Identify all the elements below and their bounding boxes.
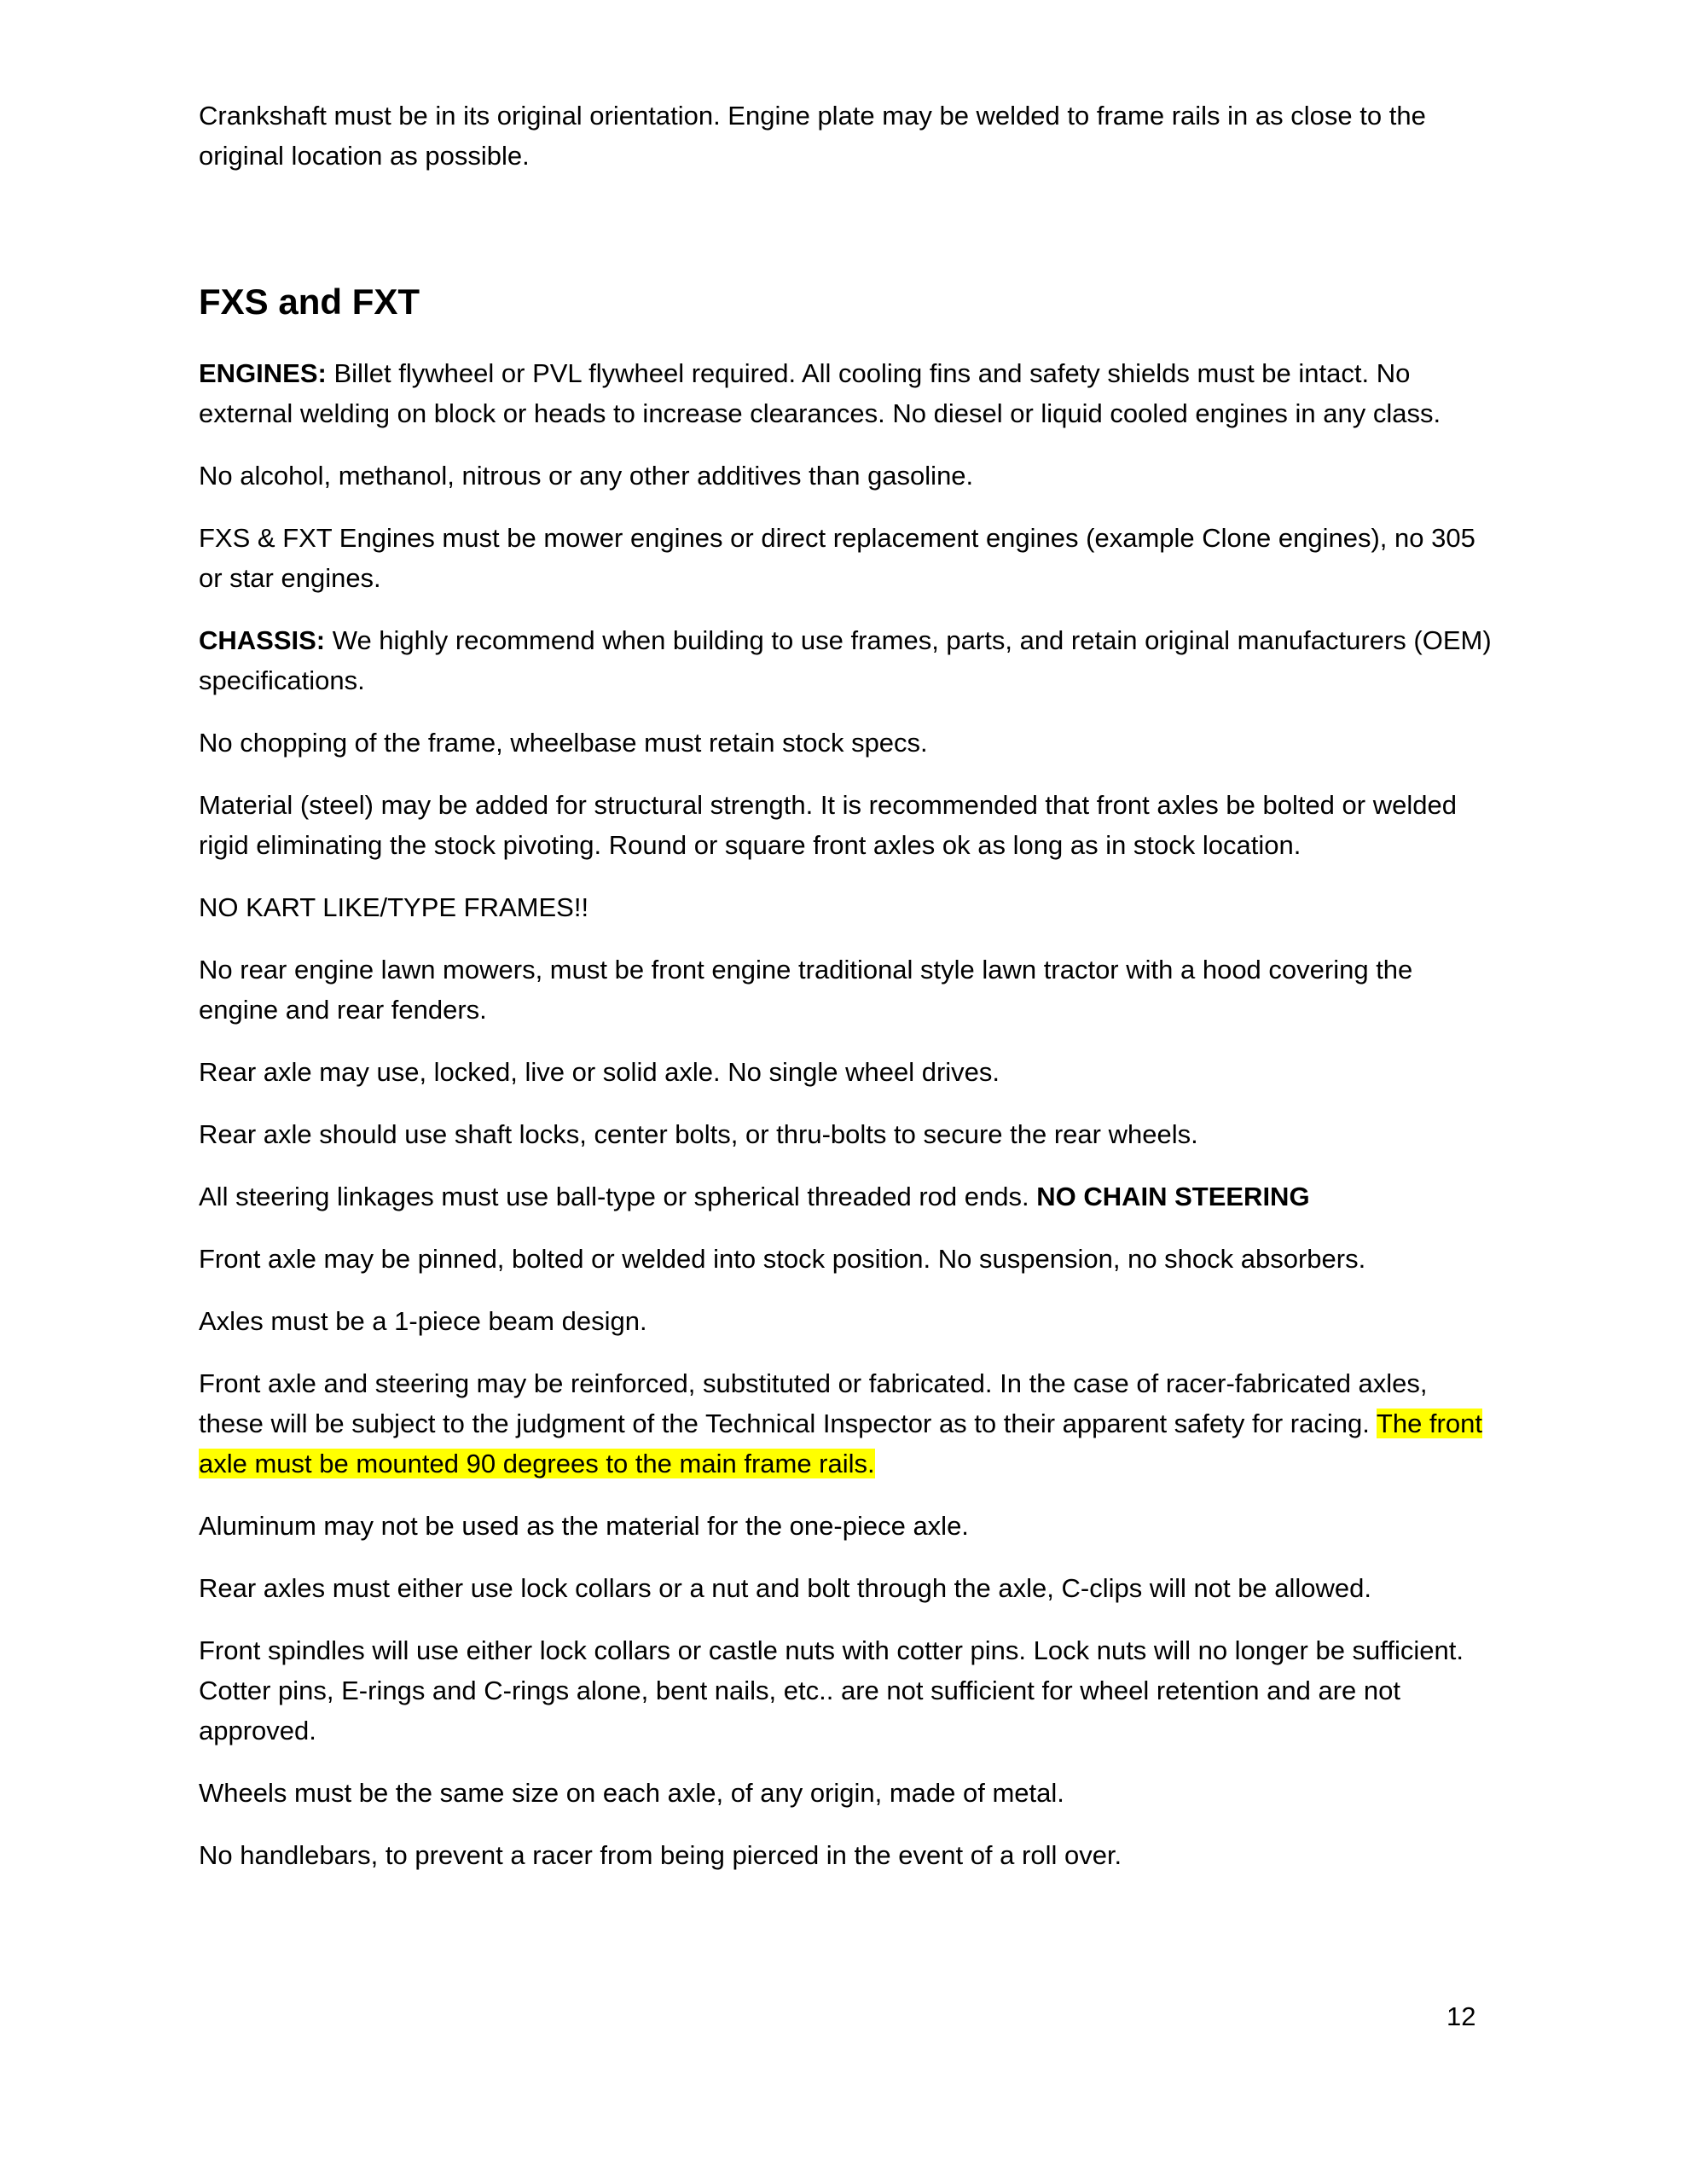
highlighted-text: The front axle must be mounted 90 degrees to the main frame rails. (199, 1409, 1482, 1478)
front-axle-pinned-paragraph: Front axle may be pinned, bolted or welded into stock position. No suspension, no shock absorbers. (199, 1244, 1366, 1274)
engines-text: Billet flywheel or PVL flywheel required. All cooling fins and safety shields must be intact. No external welding on block or heads to increase clearances. No diesel or liquid cooled engines in any class. (199, 358, 1441, 428)
aluminum-paragraph: Aluminum may not be used as the material for the one-piece axle. (199, 1511, 969, 1541)
intro-paragraph: Crankshaft must be in its original orientation. Engine plate may be welded to frame rails in as close to the original location as possible. (199, 101, 1426, 171)
steering-bold: NO CHAIN STEERING (1036, 1182, 1310, 1211)
engines-label: ENGINES: (199, 358, 327, 388)
rear-axle-locks-paragraph: Rear axle should use shaft locks, center bolts, or thru-bolts to secure the rear wheels. (199, 1119, 1198, 1149)
front-spindles-paragraph: Front spindles will use either lock collars or castle nuts with cotter pins. Lock nuts will no longer be sufficient. Cotter pins, E-rings and C-rings alone, bent nails, etc.. are not sufficient for wheel retention and are not approved. (199, 1635, 1464, 1745)
axles-beam-paragraph: Axles must be a 1-piece beam design. (199, 1306, 647, 1336)
reinforced-text: Front axle and steering may be reinforced, substituted or fabricated. In the case of racer-fabricated axles, these will be subject to the judgment of the Technical Inspector as to their apparent safety for racing. (199, 1368, 1428, 1438)
document-body (199, 96, 1495, 1897)
steering-text: All steering linkages must use ball-type or spherical threaded rod ends. (199, 1182, 1037, 1211)
mower-engines-paragraph: FXS & FXT Engines must be mower engines or direct replacement engines (example Clone engines), no 305 or star engines. (199, 523, 1475, 593)
wheels-paragraph: Wheels must be the same size on each axle, of any origin, made of metal. (199, 1778, 1064, 1808)
no-rear-engine-paragraph: No rear engine lawn mowers, must be front engine traditional style lawn tractor with a hood covering the engine and rear fenders. (199, 955, 1413, 1025)
chassis-label: CHASSIS: (199, 625, 326, 655)
no-alcohol-paragraph: No alcohol, methanol, nitrous or any other additives than gasoline. (199, 461, 974, 491)
material-paragraph: Material (steel) may be added for structural strength. It is recommended that front axles be bolted or welded rigid eliminating the stock pivoting. Round or square front axles ok as long as in stock location. (199, 790, 1457, 860)
engines-paragraph (199, 353, 1495, 433)
chassis-text: We highly recommend when building to use frames, parts, and retain original manufacturers (OEM) specifications. (199, 625, 1492, 695)
no-kart-paragraph: NO KART LIKE/TYPE FRAMES!! (199, 892, 589, 922)
steering-paragraph (199, 1176, 1495, 1217)
handlebars-paragraph: No handlebars, to prevent a racer from being pierced in the event of a roll over. (199, 1840, 1122, 1870)
reinforced-paragraph (199, 1363, 1495, 1484)
rear-axles-collars-paragraph: Rear axles must either use lock collars or a nut and bolt through the axle, C-clips will not be allowed. (199, 1573, 1372, 1603)
no-chopping-paragraph: No chopping of the frame, wheelbase must retain stock specs. (199, 728, 928, 758)
rear-axle-locked-paragraph: Rear axle may use, locked, live or solid axle. No single wheel drives. (199, 1057, 1000, 1087)
page-number: 12 (1446, 2001, 1476, 2031)
chassis-paragraph (199, 620, 1495, 700)
section-title: FXS and FXT (199, 282, 420, 322)
